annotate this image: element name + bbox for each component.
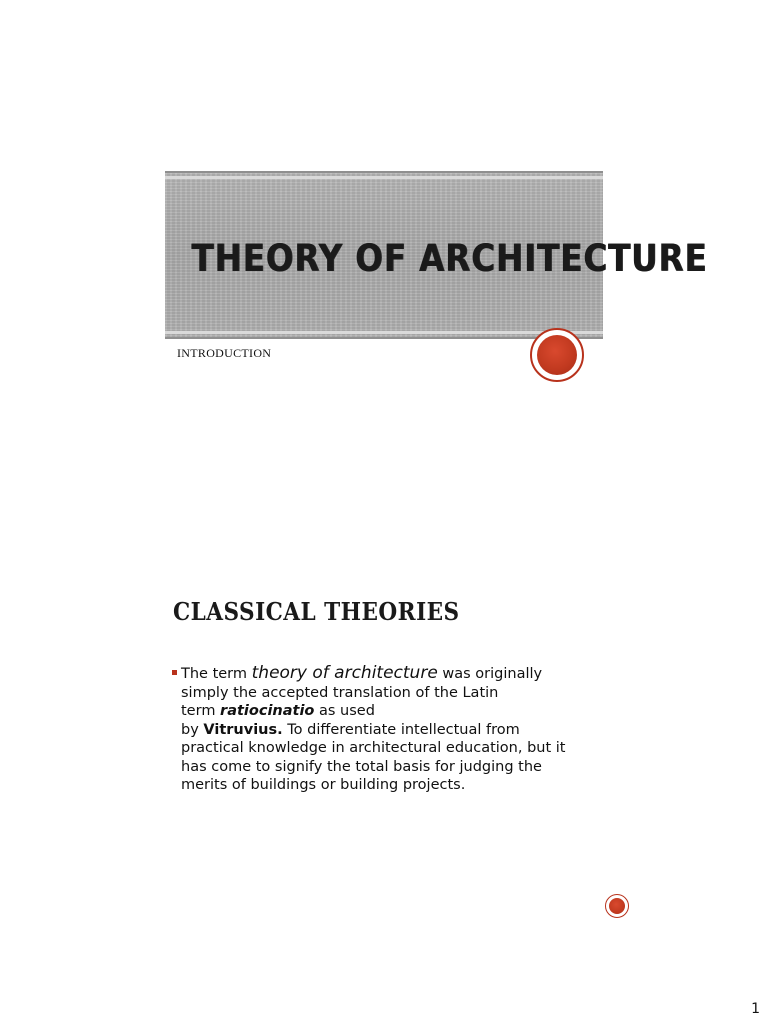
text-segment: term bbox=[181, 703, 221, 719]
bullet-square-icon bbox=[172, 670, 177, 675]
paragraph-line-2: simply the accepted translation of the Latin bbox=[181, 684, 499, 701]
paragraph-line-4 bbox=[172, 721, 612, 740]
paragraph-line-5: practical knowledge in architectural education, but it bbox=[181, 740, 566, 756]
text-segment: was originally bbox=[437, 666, 543, 682]
emphasized-term: theory of architecture bbox=[251, 663, 438, 683]
bullet-paragraph bbox=[172, 664, 612, 795]
author-name: Vitruvius. bbox=[203, 721, 283, 738]
title-banner bbox=[165, 171, 708, 339]
paragraph-line-7: merits of buildings or building projects. bbox=[181, 777, 466, 793]
slide-title: THEORY OF ARCHITECTURE bbox=[191, 237, 708, 280]
paragraph-line-6: has come to signify the total basis for judging the bbox=[181, 758, 542, 775]
section-heading: CLASSICAL THEORIES bbox=[173, 597, 460, 626]
slide-subtitle: INTRODUCTION bbox=[177, 346, 272, 360]
banner-top-border bbox=[165, 171, 603, 173]
paragraph-line-3 bbox=[172, 702, 612, 721]
paragraph-line-1 bbox=[172, 664, 612, 684]
latin-term: ratiocinatio bbox=[220, 703, 315, 719]
text-segment: The term bbox=[181, 666, 252, 682]
decorative-circle-small bbox=[605, 894, 629, 918]
text-segment: as used bbox=[314, 703, 375, 719]
text-segment: To differentiate intellectual from bbox=[282, 721, 520, 738]
page-number: 1 bbox=[751, 1001, 760, 1017]
text-segment: by bbox=[181, 721, 204, 738]
decorative-circle-large bbox=[530, 328, 584, 382]
